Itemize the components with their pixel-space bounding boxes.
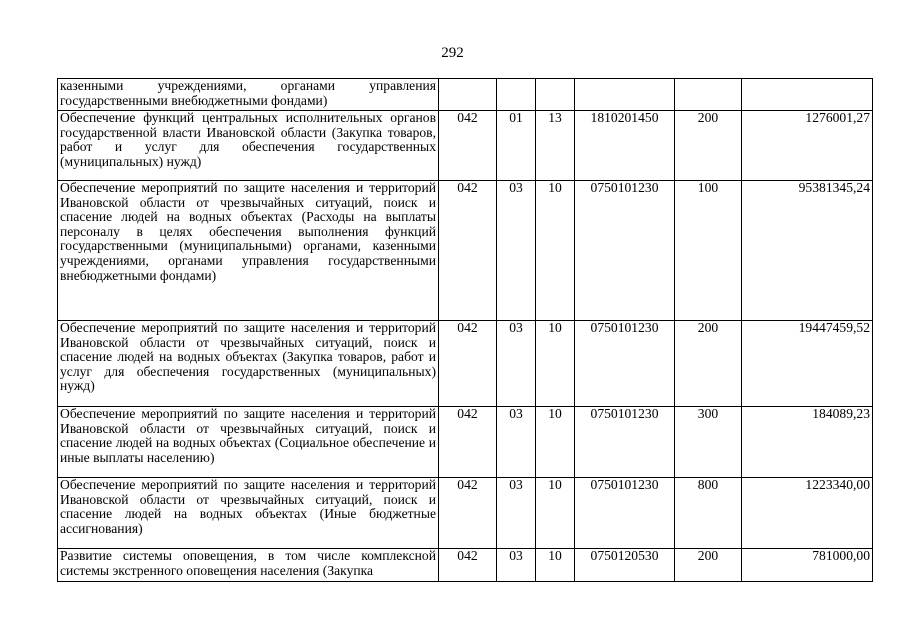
page-number: 292 <box>441 45 464 61</box>
row-description: Развитие системы оповещения, в том числе комплексной системы экстренного оповещения населения (Закупка <box>60 549 436 578</box>
subsection-code: 10 <box>536 549 575 582</box>
expense-type-code: 800 <box>675 478 742 549</box>
section-code: 03 <box>497 181 536 321</box>
subsection-code <box>536 79 575 111</box>
expense-type-code: 300 <box>675 407 742 478</box>
ministry-code: 042 <box>439 111 497 181</box>
target-article-code: 0750101230 <box>575 407 675 478</box>
ministry-code: 042 <box>439 407 497 478</box>
target-article-code: 0750101230 <box>575 321 675 407</box>
table-row <box>58 407 873 478</box>
ministry-code: 042 <box>439 478 497 549</box>
table-row <box>58 79 873 111</box>
expense-type-code: 200 <box>675 321 742 407</box>
section-code: 03 <box>497 549 536 582</box>
expense-type-code <box>675 79 742 111</box>
ministry-code: 042 <box>439 321 497 407</box>
section-code: 03 <box>497 407 536 478</box>
row-description: Обеспечение мероприятий по защите населения и территорий Ивановской области от чрезвычайных ситуаций, поиск и спасение людей на водных объектах (Закупка товаров, работ и услуг для обеспечения государственных (муниципальных) нужд) <box>58 321 439 407</box>
amount-value: 1276001,27 <box>742 111 873 181</box>
row-description: Обеспечение мероприятий по защите населения и территорий Ивановской области от чрезвычайных ситуаций, поиск и спасение людей на водных объектах (Расходы на выплаты персоналу в целях обеспечения выполнения функций государственными (муниципальными) органами, казенными учреждениями, органами управления государственными внебюджетными фондами) <box>58 181 439 321</box>
table-row <box>58 321 873 407</box>
section-code: 03 <box>497 321 536 407</box>
target-article-code: 0750120530 <box>575 549 675 582</box>
budget-table <box>57 78 873 582</box>
subsection-code: 10 <box>536 181 575 321</box>
ministry-code: 042 <box>439 549 497 582</box>
row-description-cell <box>58 549 439 582</box>
table-row <box>58 181 873 321</box>
target-article-code: 0750101230 <box>575 181 675 321</box>
target-article-code: 1810201450 <box>575 111 675 181</box>
ministry-code: 042 <box>439 181 497 321</box>
amount-value: 19447459,52 <box>742 321 873 407</box>
amount-value: 95381345,24 <box>742 181 873 321</box>
expense-type-code: 200 <box>675 111 742 181</box>
amount-value: 781000,00 <box>742 549 873 582</box>
row-description: Обеспечение мероприятий по защите населения и территорий Ивановской области от чрезвычайных ситуаций, поиск и спасение людей на водных объектах (Социальное обеспечение и иные выплаты населению) <box>58 407 439 478</box>
table-row <box>58 549 873 582</box>
expense-type-code: 200 <box>675 549 742 582</box>
target-article-code <box>575 79 675 111</box>
subsection-code: 10 <box>536 407 575 478</box>
amount-value: 184089,23 <box>742 407 873 478</box>
section-code: 03 <box>497 478 536 549</box>
section-code: 01 <box>497 111 536 181</box>
subsection-code: 13 <box>536 111 575 181</box>
amount-value <box>742 79 873 111</box>
section-code <box>497 79 536 111</box>
row-description: казенными учреждениями, органами управления государственными внебюджетными фондами) <box>58 79 439 111</box>
target-article-code: 0750101230 <box>575 478 675 549</box>
ministry-code <box>439 79 497 111</box>
subsection-code: 10 <box>536 478 575 549</box>
table-row <box>58 478 873 549</box>
row-description: Обеспечение функций центральных исполнительных органов государственной власти Ивановской области (Закупка товаров, работ и услуг для обеспечения государственных (муниципальных) нужд) <box>58 111 439 181</box>
amount-value: 1223340,00 <box>742 478 873 549</box>
table-row <box>58 111 873 181</box>
expense-type-code: 100 <box>675 181 742 321</box>
row-description: Обеспечение мероприятий по защите населения и территорий Ивановской области от чрезвычайных ситуаций, поиск и спасение людей на водных объектах (Иные бюджетные ассигнования) <box>58 478 439 549</box>
subsection-code: 10 <box>536 321 575 407</box>
